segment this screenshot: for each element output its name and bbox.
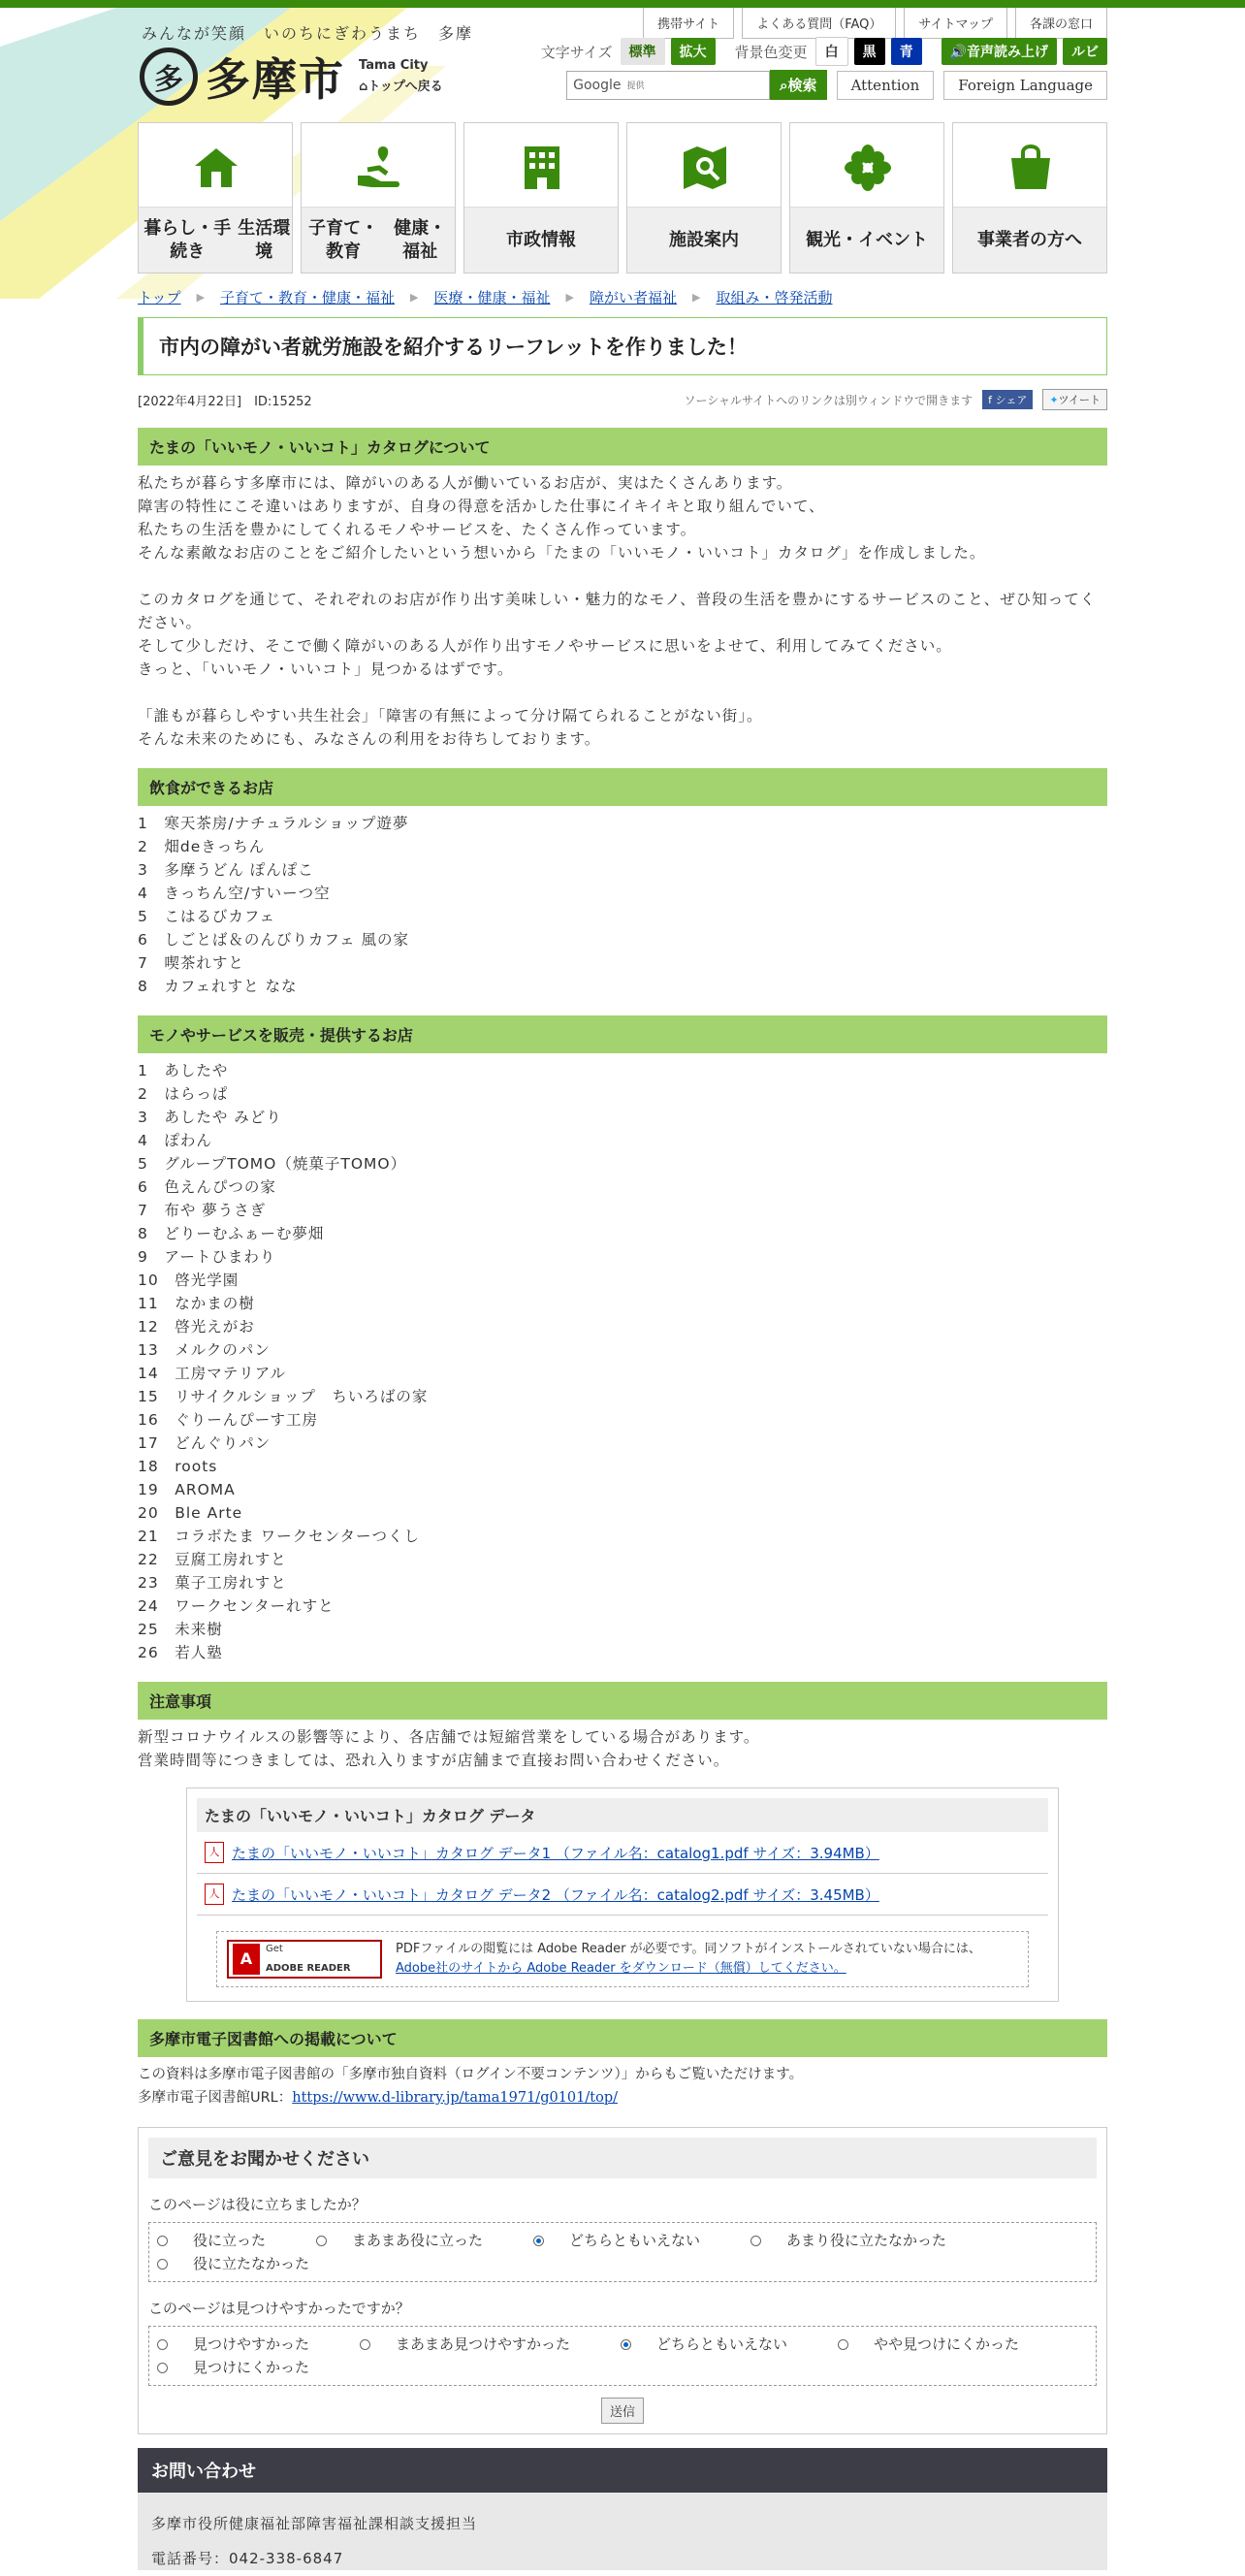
text-line: 私たちが暮らす多摩市には、障がいのある人が働いているお店が、実はたくさんあります。 xyxy=(138,474,793,492)
radio-button[interactable] xyxy=(157,2339,168,2350)
intro-paragraph xyxy=(138,471,1107,564)
feedback-form xyxy=(138,2127,1107,2434)
shop-list xyxy=(138,1059,1107,1664)
text-line: そんな素敵なお店のことをご紹介したいという想いから「たまの「いいモノ・いいコト」カタログ」を作成しました。 xyxy=(138,544,986,562)
hand-heart-icon xyxy=(354,143,404,193)
list-item: 1 あしたや xyxy=(138,1062,229,1079)
radio-label: 役に立たなかった xyxy=(193,2255,310,2272)
adobe-download-link[interactable]: Adobe社のサイトから Adobe Reader をダウンロード（無償）してください。 xyxy=(396,1961,846,1976)
font-size-label: 文字サイズ xyxy=(540,43,613,61)
facebook-share-button[interactable] xyxy=(982,390,1033,409)
list-item: 6 しごとば＆のんびりカフェ 風の家 xyxy=(138,931,410,949)
library-url-link[interactable]: https://www.d-library.jp/tama1971/g0101/top/ xyxy=(292,2090,618,2106)
list-item: 22 豆腐工房れすと xyxy=(138,1551,287,1568)
breadcrumb-link[interactable]: 障がい者福祉 xyxy=(590,289,678,306)
breadcrumb-link[interactable]: 子育て・教育・健康・福祉 xyxy=(220,289,396,306)
breadcrumb-separator-icon: ▶ xyxy=(565,291,574,304)
list-item: 21 コラボたま ワークセンターつくし xyxy=(138,1528,421,1545)
bg-white-button[interactable]: 白 xyxy=(815,37,848,66)
section-heading-notes: 注意事項 xyxy=(138,1682,1107,1720)
read-aloud-label: 音声読み上げ xyxy=(967,45,1048,60)
future-paragraph xyxy=(138,704,1107,751)
adobe-reader-note xyxy=(216,1931,1029,1987)
list-item: 1 寒天茶房/ナチュラルショップ遊夢 xyxy=(138,815,409,832)
home-link-label: トップへ戻る xyxy=(367,80,443,94)
list-item: 3 多摩うどん ぽんぽこ xyxy=(138,861,314,879)
adobe-logo-icon: A xyxy=(233,1944,260,1975)
city-name: 多摩市 xyxy=(206,53,345,106)
list-item: 7 喫茶れすと xyxy=(138,954,244,972)
pdf-link[interactable]: たまの「いいモノ・いいコト」カタログ データ2 （ファイル名：catalog2.pdf サイズ：3.45MB） xyxy=(232,1885,879,1904)
radio-button[interactable] xyxy=(838,2339,848,2350)
list-item: 12 啓光えがお xyxy=(138,1318,255,1336)
list-item: 2 畑deきっちん xyxy=(138,838,266,855)
file-row xyxy=(197,1832,1048,1874)
text-line: 「誰もが暮らしやすい共生社会」「障害の有無によって分け隔てられることがない街」。 xyxy=(138,707,763,724)
city-emblem-icon: 多 xyxy=(140,48,198,106)
findable-options xyxy=(148,2326,1097,2386)
gnav-item[interactable] xyxy=(952,122,1107,274)
bg-blue-button[interactable]: 青 xyxy=(891,38,922,65)
radio-option[interactable] xyxy=(157,2335,335,2353)
util-link[interactable]: 携帯サイト xyxy=(643,8,734,39)
text-line: そんな未来のためにも、みなさんの利用をお待ちしております。 xyxy=(138,730,601,748)
list-item: 5 こはるびカフェ xyxy=(138,908,276,925)
contact-body xyxy=(138,2493,1107,2570)
radio-option[interactable] xyxy=(157,2255,335,2272)
list-item: 6 色えんぴつの家 xyxy=(138,1178,276,1196)
share-label: シェア xyxy=(995,394,1028,406)
breadcrumb-link[interactable]: トップ xyxy=(138,289,181,306)
gnav-item[interactable] xyxy=(138,122,293,274)
question-useful: このページは役に立ちましたか？ xyxy=(148,2196,367,2213)
tagline: みんなが笑顔 いのちにぎわうまち 多摩 xyxy=(142,24,474,43)
global-nav xyxy=(138,122,1107,274)
question-findable: このページは見つけやすかったですか？ xyxy=(148,2300,410,2317)
font-large-button[interactable]: 拡大 xyxy=(671,38,716,65)
gnav-item-label: 事業者の方へ xyxy=(953,207,1106,273)
ruby-button[interactable]: ルビ xyxy=(1063,38,1107,65)
facebook-icon: f xyxy=(988,394,996,406)
gnav-item[interactable] xyxy=(463,122,619,274)
section-heading-restaurants: 飲食ができるお店 xyxy=(138,768,1107,806)
adobe-badge-small: Get xyxy=(266,1944,283,1954)
breadcrumb-link[interactable]: 取組み・啓発活動 xyxy=(716,289,833,306)
list-item: 4 きっちん空/すいーつ空 xyxy=(138,885,331,902)
radio-label: あまり役に立たなかった xyxy=(786,2232,947,2249)
utility-links xyxy=(643,8,1107,39)
submit-button[interactable]: 送信 xyxy=(601,2398,644,2424)
pdf-icon: 人 xyxy=(205,1884,224,1905)
useful-options xyxy=(148,2222,1097,2282)
gnav-item-label: 観光・イベント xyxy=(790,207,943,273)
radio-option[interactable] xyxy=(316,2232,508,2249)
radio-option[interactable] xyxy=(533,2232,725,2249)
list-item: 25 未来樹 xyxy=(138,1621,223,1638)
breadcrumb-separator-icon: ▶ xyxy=(692,291,701,304)
search-provider-note: 提供 xyxy=(626,81,645,91)
tweet-label: ツイート xyxy=(1058,394,1101,406)
accessibility-controls xyxy=(541,37,1107,66)
text-line: 新型コロナウイルスの影響等により、各店舗では短縮営業をしている場合があります。 xyxy=(138,1728,760,1746)
bag-icon xyxy=(1006,143,1056,193)
search-button[interactable] xyxy=(770,70,826,100)
building-icon xyxy=(517,143,567,193)
library-paragraph xyxy=(138,2063,1107,2109)
gnav-item-label: 施設案内 xyxy=(627,207,781,273)
list-item: 26 若人塾 xyxy=(138,1644,223,1661)
text-line: そして少しだけ、そこで働く障がいのある人が作り出すモノやサービスに思いをよせて、利用してみてください。 xyxy=(138,637,952,655)
gnav-item-label: 市政情報 xyxy=(464,207,618,273)
list-item: 10 啓光学園 xyxy=(138,1272,239,1289)
publish-date: [2022年4月22日] xyxy=(138,394,242,409)
list-item: 4 ぽわん xyxy=(138,1132,212,1149)
radio-label: 役に立った xyxy=(193,2232,267,2249)
contact-heading: お問い合わせ xyxy=(138,2448,1107,2493)
twitter-icon: ✦ xyxy=(1049,394,1059,406)
restaurant-list xyxy=(138,812,1107,998)
list-item: 24 ワークセンターれすと xyxy=(138,1597,335,1615)
text-line: 障害の特性にこそ違いはありますが、自身の得意を活かした仕事にイキイキと取り組んでいて、 xyxy=(138,498,825,515)
download-heading: たまの「いいモノ・いいコト」カタログ データ xyxy=(197,1798,1048,1832)
radio-button[interactable] xyxy=(360,2339,370,2350)
section-heading-catalog: たまの「いいモノ・いいコト」カタログについて xyxy=(138,428,1107,466)
radio-option[interactable] xyxy=(360,2335,595,2353)
google-label: Google xyxy=(573,77,622,93)
contact-phone: 電話番号：042-338-6847 xyxy=(151,2550,344,2567)
file-list xyxy=(197,1832,1048,1916)
radio-button[interactable] xyxy=(533,2236,544,2246)
radio-label: やや見つけにくかった xyxy=(874,2335,1020,2353)
home-icon: ⌂ xyxy=(359,80,368,94)
radio-label: 見つけやすかった xyxy=(193,2335,310,2353)
util-link[interactable]: 各課の窓口 xyxy=(1015,8,1107,39)
list-item: 2 はらっぱ xyxy=(138,1085,229,1103)
attention-button[interactable]: Attention xyxy=(837,71,935,100)
search-button-label: 検索 xyxy=(787,77,817,94)
util-link[interactable]: サイトマップ xyxy=(904,8,1007,39)
gnav-item[interactable] xyxy=(626,122,782,274)
list-item: 3 あしたや みどり xyxy=(138,1109,282,1126)
search-icon: ⌕ xyxy=(780,77,788,94)
list-item: 23 菓子工房れすと xyxy=(138,1574,287,1592)
list-item: 8 カフェれすと なな xyxy=(138,978,298,995)
radio-button[interactable] xyxy=(750,2236,761,2246)
section-heading-shops: モノやサービスを販売・提供するお店 xyxy=(138,1015,1107,1053)
text-line: このカタログを通じて、それぞれのお店が作り出す美味しい・魅力的なモノ、普段の生活を豊かにするサービスのこと、ぜひ知ってください。 xyxy=(138,591,1097,631)
page-title: 市内の障がい者就労施設を紹介するリーフレットを作りました！ xyxy=(138,317,1107,375)
radio-button[interactable] xyxy=(157,2236,168,2246)
read-aloud-button[interactable] xyxy=(942,38,1057,65)
notes-paragraph xyxy=(138,1725,1107,1772)
radio-option[interactable] xyxy=(838,2335,1044,2353)
pdf-icon: 人 xyxy=(205,1842,224,1863)
foreign-language-button[interactable]: Foreign Language xyxy=(943,71,1107,100)
feedback-heading: ご意見をお聞かせください xyxy=(148,2138,1097,2178)
list-item: 16 ぐりーんぴーす工房 xyxy=(138,1411,318,1429)
page-id: ID:15252 xyxy=(254,394,312,409)
section-heading-library: 多摩市電子図書館への掲載について xyxy=(138,2019,1107,2057)
tweet-button[interactable] xyxy=(1042,389,1107,410)
gnav-item-label: 子育て・教育 健康・福祉 xyxy=(302,207,455,273)
radio-button[interactable] xyxy=(316,2236,327,2246)
radio-button[interactable] xyxy=(157,2259,168,2270)
site-logo[interactable] xyxy=(140,45,443,109)
get-adobe-reader-badge[interactable] xyxy=(227,1940,382,1979)
search-area xyxy=(566,70,1107,100)
city-name-en: Tama City xyxy=(359,58,429,73)
site-header xyxy=(138,8,1107,116)
social-note: ソーシャルサイトへのリンクは別ウィンドウで開きます xyxy=(684,393,974,407)
list-item: 13 メルクのパン xyxy=(138,1341,271,1359)
list-item: 8 どりーむふぁーむ夢畑 xyxy=(138,1225,325,1242)
file-row xyxy=(197,1874,1048,1916)
catalog-paragraph xyxy=(138,588,1107,681)
page-meta xyxy=(138,389,1107,410)
home-link[interactable] xyxy=(359,77,443,98)
contact-department: 多摩市役所健康福祉部障害福祉課相談支援担当 xyxy=(151,2515,478,2532)
bg-black-button[interactable]: 黒 xyxy=(854,38,885,65)
radio-label: どちらともいえない xyxy=(569,2232,701,2249)
breadcrumb-separator-icon: ▶ xyxy=(410,291,419,304)
gnav-item[interactable] xyxy=(301,122,456,274)
list-item: 9 アートひまわり xyxy=(138,1248,276,1266)
download-box xyxy=(186,1787,1059,2002)
radio-option[interactable] xyxy=(621,2335,813,2353)
radio-button[interactable] xyxy=(157,2363,168,2373)
search-input[interactable] xyxy=(566,71,770,100)
radio-option[interactable] xyxy=(750,2232,972,2249)
bg-color-label: 背景色変更 xyxy=(734,43,808,61)
radio-label: どちらともいえない xyxy=(656,2335,788,2353)
util-link[interactable]: よくある質問（FAQ） xyxy=(742,8,896,39)
list-item: 17 どんぐりパン xyxy=(138,1434,271,1452)
breadcrumb-separator-icon: ▶ xyxy=(196,291,206,304)
text-line: 私たちの生活を豊かにしてくれるモノやサービスを、たくさん作っています。 xyxy=(138,521,697,538)
adobe-text: PDFファイルの閲覧には Adobe Reader が必要です。同ソフトがインストールされていない場合には、 xyxy=(396,1942,981,1956)
speaker-icon: 🔊 xyxy=(949,45,967,60)
text-line: 営業時間等につきましては、恐れ入りますが店舗まで直接お問い合わせください。 xyxy=(138,1752,730,1769)
list-item: 19 AROMA xyxy=(138,1481,236,1498)
list-item: 15 リサイクルショップ ちいろばの家 xyxy=(138,1388,429,1405)
radio-button[interactable] xyxy=(621,2339,631,2350)
list-item: 5 グループTOMO（焼菓子TOMO） xyxy=(138,1155,407,1173)
breadcrumb xyxy=(138,287,1107,307)
list-item: 7 布や 夢うさぎ xyxy=(138,1202,267,1219)
radio-option[interactable] xyxy=(157,2232,291,2249)
library-text: この資料は多摩市電子図書館の「多摩市独自資料（ログイン不要コンテンツ）」からもご覧いただけます。 xyxy=(138,2067,804,2082)
map-search-icon xyxy=(680,143,730,193)
list-item: 18 roots xyxy=(138,1458,218,1475)
list-item: 11 なかまの樹 xyxy=(138,1295,255,1312)
text-line: きっと、「いいモノ・いいコト」見つかるはずです。 xyxy=(138,660,514,678)
font-standard-button[interactable]: 標準 xyxy=(621,38,665,65)
radio-label: まあまあ見つけやすかった xyxy=(396,2335,571,2353)
contact-box xyxy=(138,2448,1107,2570)
radio-label: 見つけにくかった xyxy=(193,2359,310,2376)
adobe-badge-label: ADOBE READER xyxy=(266,1963,351,1974)
gnav-item[interactable] xyxy=(789,122,944,274)
flower-icon xyxy=(843,143,893,193)
radio-option[interactable] xyxy=(157,2359,335,2376)
list-item: 14 工房マテリアル xyxy=(138,1365,287,1382)
radio-label: まあまあ役に立った xyxy=(352,2232,484,2249)
pdf-link[interactable]: たまの「いいモノ・いいコト」カタログ データ1 （ファイル名：catalog1.pdf サイズ：3.94MB） xyxy=(232,1844,879,1862)
breadcrumb-link[interactable]: 医療・健康・福祉 xyxy=(433,289,551,306)
logo-sub xyxy=(359,55,443,98)
top-bar xyxy=(0,0,1245,8)
gnav-item-label: 暮らし・手続き 生活環境 xyxy=(139,207,292,273)
list-item: 20 Ble Arte xyxy=(138,1504,243,1522)
house-icon xyxy=(191,143,241,193)
library-url-label: 多摩市電子図書館URL： xyxy=(138,2090,293,2106)
